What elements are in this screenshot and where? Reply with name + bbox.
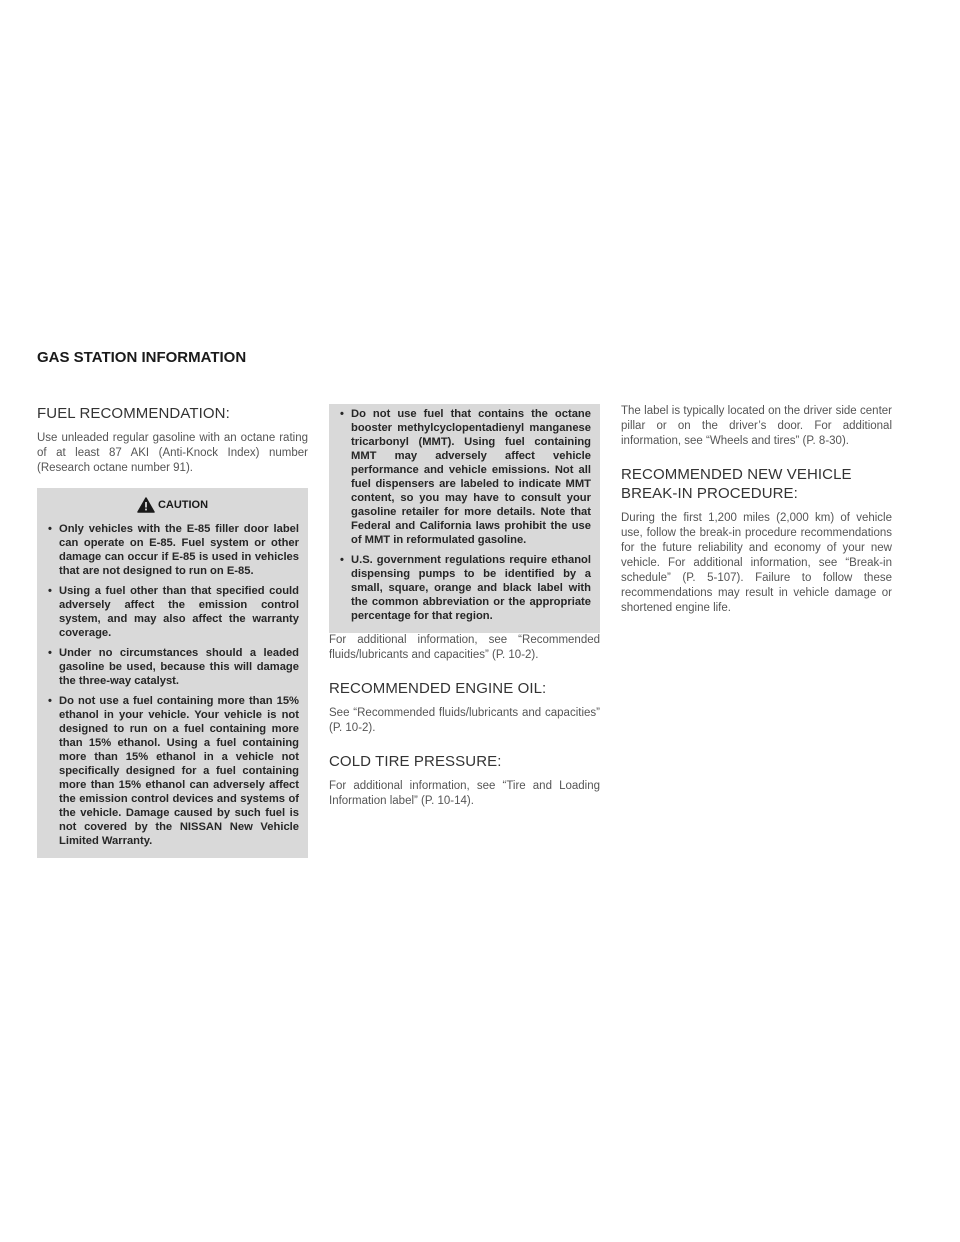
caution-list-2 — [338, 407, 591, 623]
column-1 — [37, 404, 308, 858]
caution-box-continued — [329, 404, 600, 633]
cold-tire-pressure-heading: COLD TIRE PRESSURE: — [329, 753, 502, 770]
cold-tire-pressure-text: For additional information, see “Tire and Loading Information label” (P. 10-14). — [329, 780, 600, 807]
caution-item: • Do not use fuel that contains the octane booster methylcyclopentadienyl manganese tricarbonyl (MMT). Using fuel containing MMT may adversely affect vehicle performance and vehicle emissions. Not all fuel dispensers are labeled to indicate MMT content, so you may have to consult your gasoline retailer for more details. Note that Federal and California laws prohibit the use of MMT in reformulated gasoline. — [338, 407, 591, 547]
label-location-text: The label is typically located on the driver side center pillar or on the driver’s door. For additional information, see “Wheels and tires” (P. 8-30). — [621, 405, 892, 447]
caution-box — [37, 488, 308, 858]
caution-header — [46, 497, 299, 513]
engine-oil-heading: RECOMMENDED ENGINE OIL: — [329, 680, 547, 697]
caution-item: • Only vehicles with the E-85 filler door label can operate on E-85. Fuel system or other damage can occur if E-85 is used in vehicles that are not designed to run on E-85. — [46, 522, 299, 578]
break-in-text: During the first 1,200 miles (2,000 km) of vehicle use, follow the break-in procedure recommendations for the future reliability and economy of your new vehicle. For additional information, see “Break-in schedule” (P. 5-107). Failure to follow these recommendations may result in vehicle damage or shortened engine life. — [621, 512, 892, 614]
warning-triangle-icon — [137, 497, 155, 513]
caution-item: • Do not use a fuel containing more than 15% ethanol in your vehicle. Your vehicle is not designed to run on a fuel containing more than 15% ethanol. Using a fuel containing more than 15% ethanol in a vehicle not specifically designed for a fuel containing more than 15% ethanol can adversely affect the emission control devices and systems of the vehicle. Damage caused by such fuel is not covered by the NISSAN New Vehicle Limited Warranty. — [46, 694, 299, 848]
fuel-recommendation-text: Use unleaded regular gasoline with an octane rating of at least 87 AKI (Anti-Knock Index) number (Research octane number 91). — [37, 432, 308, 474]
section-title: GAS STATION INFORMATION — [37, 349, 247, 366]
column-2 — [329, 404, 600, 809]
caution-list-1 — [46, 522, 299, 848]
break-in-heading: RECOMMENDED NEW VEHICLE BREAK-IN PROCEDURE: — [621, 466, 852, 502]
fuel-recommendation-heading: FUEL RECOMMENDATION: — [37, 405, 230, 422]
caution-item: • U.S. government regulations require ethanol dispensing pumps to be identified by a small, square, orange and black label with the common abbreviation or the appropriate percentage for that region. — [338, 553, 591, 623]
column-3 — [621, 404, 892, 616]
engine-oil-text: See “Recommended fluids/lubricants and capacities” (P. 10-2). — [329, 707, 600, 734]
fuel-additional-info: For additional information, see “Recommended fluids/lubricants and capacities” (P. 10-2). — [329, 634, 600, 661]
caution-label: CAUTION — [157, 499, 209, 511]
caution-item: • Under no circumstances should a leaded gasoline be used, because this will damage the three-way catalyst. — [46, 646, 299, 688]
caution-item: • Using a fuel other than that specified could adversely affect the emission control system, and may also affect the warranty coverage. — [46, 584, 299, 640]
